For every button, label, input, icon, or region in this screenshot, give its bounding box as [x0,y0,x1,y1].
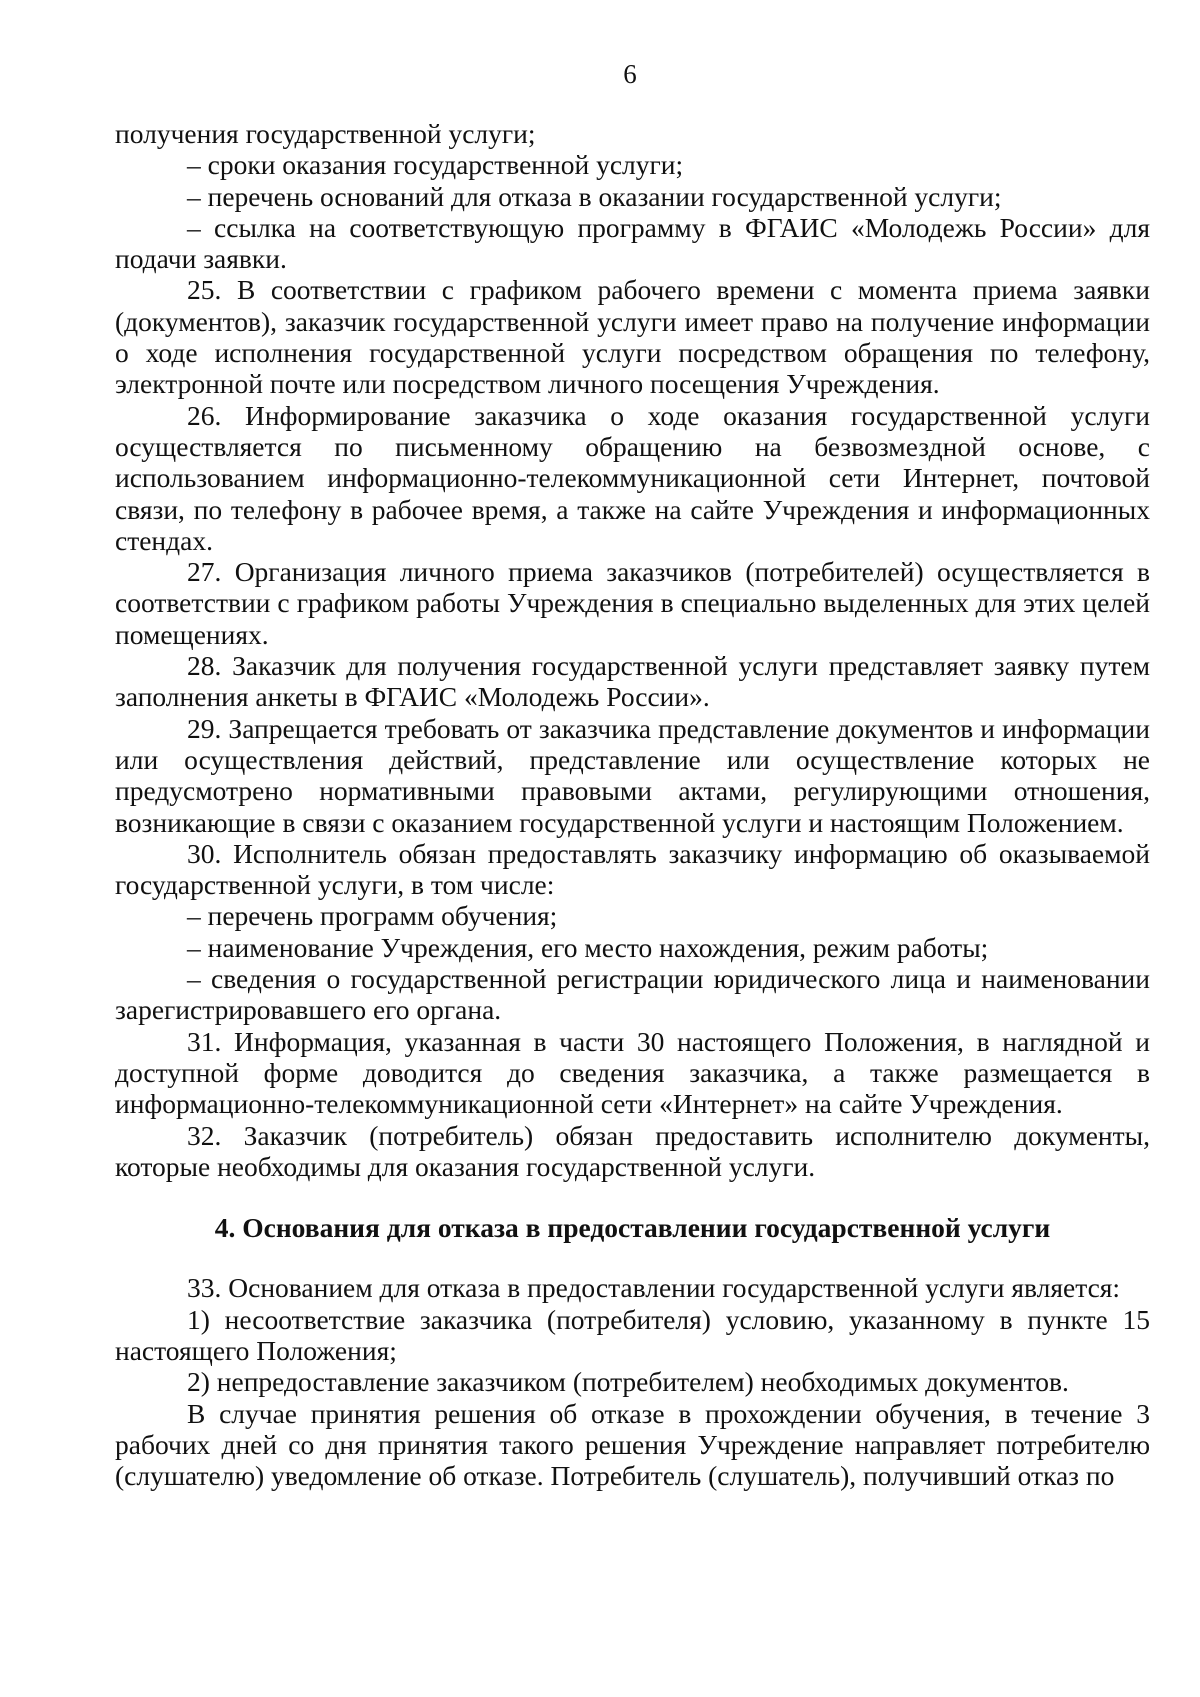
list-item-deadlines: – сроки оказания государственной услуги; [187,149,684,181]
section-heading: 4. Основания для отказа в предоставлении государственной услуги [214,1212,1051,1244]
list-item-missing-documents: 2) непредоставление заказчиком (потребителем) необходимых документов. [187,1366,1069,1398]
paragraph-27: 27. Организация личного приема заказчиков (потребителей) осуществляется в соответствии с графиком работы Учреждения в специально выделенных для этих целей помещениях. [115,556,1150,650]
paragraph-25: 25. В соответствии с графиком рабочего времени с момента приема заявки (документов), заказчик государственной услуги имеет право на получение информации о ходе исполнения государственной услуги посредством обращения по телефону, электронной почте или посредством личного посещения Учреждения. [115,274,1150,400]
paragraph-26: 26. Информирование заказчика о ходе оказания государственной услуги осуществляется по письменному обращению на безвозмездной основе, с использованием информационно-телекоммуникационной сети Интернет, почтовой связи, по телефону в рабочее время, а также на сайте Учреждения и информационных стендах. [115,399,1150,556]
paragraph-31: 31. Информация, указанная в части 30 настоящего Положения, в наглядной и доступной форме доводится до сведения заказчика, а также размещается в информационно-телекоммуникационной сети «Интернет» на сайте Учреждения. [115,1025,1150,1120]
list-item-condition-mismatch: 1) несоответствие заказчика (потребителя) условию, указанному в пункте 15 настоящего Положения; [115,1303,1150,1366]
paragraph-30: 30. Исполнитель обязан предоставлять заказчику информацию об оказываемой государственной услуги, в том числе: [115,837,1150,901]
paragraph-28: 28. Заказчик для получения государственной услуги представляет заявку путем заполнения анкеты в ФГАИС «Молодежь России». [115,650,1150,713]
paragraph-29: 29. Запрещается требовать от заказчика представление документов и информации или осуществления действий, представление или осуществление которых не предусмотрено нормативными правовыми актами, регулирующими отношения, возникающие в связи с оказанием государственной услуги и настоящим Положением. [115,712,1150,838]
list-item-registration-info: – сведения о государственной регистрации юридического лица и наименовании зарегистрировавшего его органа. [115,963,1150,1026]
paragraph-continuation: получения государственной услуги; [115,118,536,149]
paragraph-32: 32. Заказчик (потребитель) обязан предоставить исполнителю документы, которые необходимы для оказания государственной услуги. [115,1119,1150,1182]
list-item-programs: – перечень программ обучения; [187,900,558,932]
list-item-refusal-grounds: – перечень оснований для отказа в оказании государственной услуги; [187,180,1002,212]
page-number: 6 [623,59,637,89]
document-body [115,118,1150,1491]
paragraph-refusal-notice: В случае принятия решения об отказе в прохождении обучения, в течение 3 рабочих дней со дня принятия такого решения Учреждение направляет потребителю (слушателю) уведомление об отказе. Потребитель (слушатель), получивший отказ по [115,1397,1150,1492]
list-item-institution-name: – наименование Учреждения, его место нахождения, режим работы; [187,931,989,963]
paragraph-33: 33. Основанием для отказа в предоставлении государственной услуги является: [187,1272,1121,1304]
list-item-program-link: – ссылка на соответствующую программу в ФГАИС «Молодежь России» для подачи заявки. [115,211,1150,275]
